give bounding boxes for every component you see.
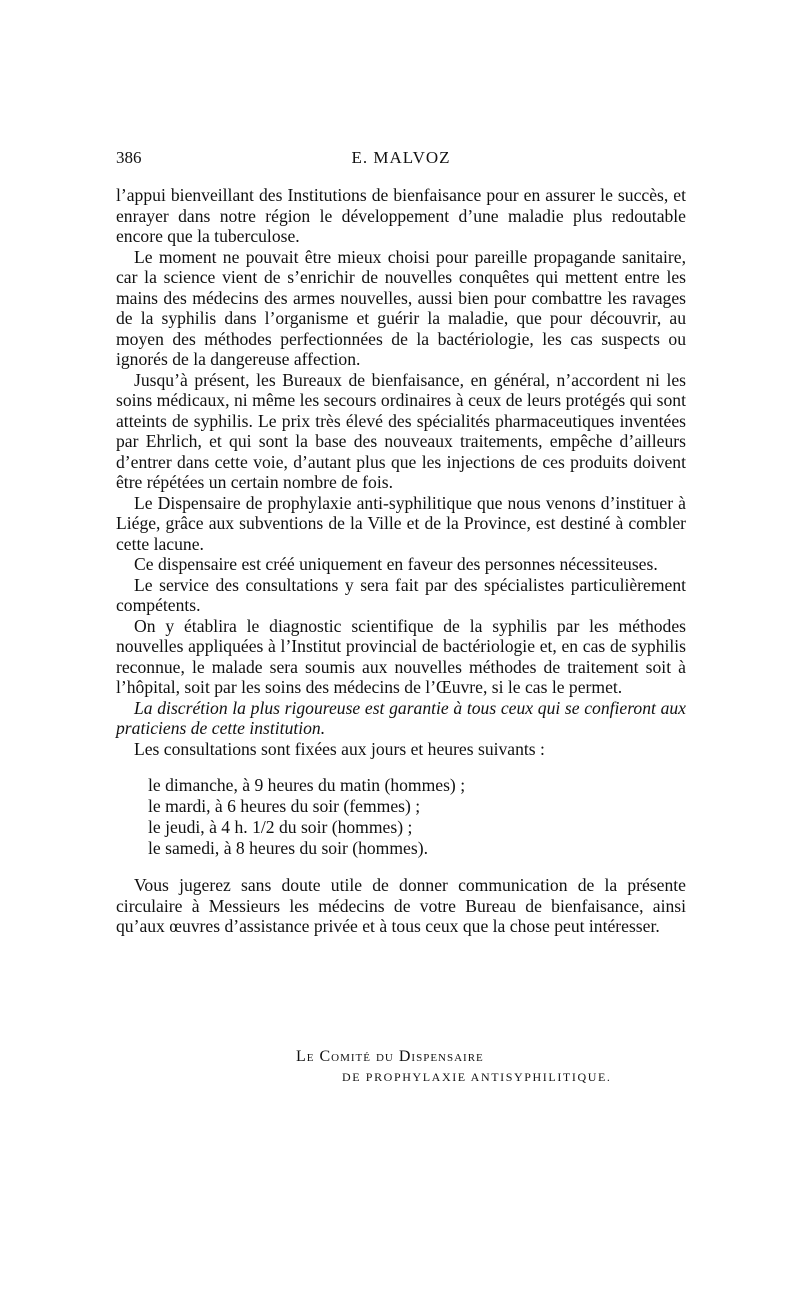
schedule-intro: Les consultations sont fixées aux jours et heures suivants :	[134, 738, 545, 759]
paragraph: Jusqu’à présent, les Bureaux de bienfaisance, en général, n’accordent ni les soins médicaux, ni même les secours ordinaires à ceux de leurs protégés qui sont atteints de syphilis. Le prix très élevé des spécialités pharmaceutiques inventées par Ehrlich, et qui sont la base des nouveaux traitements, empêche d’ailleurs d’entrer dans cette voie, d’autant plus que les injections de ces produits doivent être répétées un certain nombre de fois.	[116, 369, 686, 492]
body-text	[116, 185, 686, 937]
schedule-list	[148, 775, 686, 859]
paragraph: Le Dispensaire de prophylaxie anti-syphilitique que nous venons d’instituer à Liége, grâce aux subventions de la Ville et de la Province, est destiné à combler cette lacune.	[116, 492, 686, 554]
schedule-item: le mardi, à 6 heures du soir (femmes) ;	[148, 796, 421, 816]
paragraph: Le service des consultations y sera fait par des spécialistes particulièrement compétents.	[116, 574, 686, 615]
schedule-item: le jeudi, à 4 h. 1/2 du soir (hommes) ;	[148, 817, 413, 837]
page-number: 386	[116, 148, 142, 167]
signature-line-2: DE PROPHYLAXIE ANTISYPHILITIQUE.	[342, 1070, 612, 1084]
paragraph: l’appui bienveillant des Institutions de bienfaisance pour en assurer le succès, et enrayer dans notre région le développement d’une maladie plus redoutable encore que la tuberculose.	[116, 185, 686, 246]
italic-paragraph: La discrétion la plus rigoureuse est garantie à tous ceux qui se confieront aux praticiens de cette institution.	[116, 697, 686, 738]
closing-paragraph: Vous jugerez sans doute utile de donner communication de la présente circulaire à Messieurs les médecins de votre Bureau de bienfaisance, ainsi qu’aux œuvres d’assistance privée et à tous ceux que la chose peut intéresser.	[116, 875, 686, 936]
paragraph: Ce dispensaire est créé uniquement en faveur des personnes nécessiteuses.	[134, 554, 658, 574]
page-header	[116, 148, 686, 172]
schedule-item: le dimanche, à 9 heures du matin (hommes) ;	[148, 775, 466, 795]
schedule-item: le samedi, à 8 heures du soir (hommes).	[148, 838, 428, 858]
signature-block	[116, 1048, 686, 1085]
running-head: E. MALVOZ	[351, 148, 451, 167]
paragraph: On y établira le diagnostic scientifique de la syphilis par les méthodes nouvelles appliquées à l’Institut provincial de bactériologie et, en cas de syphilis reconnue, le malade sera soumis aux nouvelles méthodes de traitement soit à l’hôpital, soit par les soins des médecins de l’Œuvre, si le cas le permet.	[116, 615, 686, 697]
paragraph: Le moment ne pouvait être mieux choisi pour pareille propagande sanitaire, car la science vient de s’enrichir de nouvelles conquêtes qui mettent entre les mains des médecins des armes nouvelles, aussi bien pour combattre les ravages de la syphilis dans l’organisme et guérir la maladie, que pour découvrir, au moyen des méthodes perfectionnées de la bactériologie, les cas suspects ou ignorés de la dangereuse affection.	[116, 246, 686, 369]
signature-line-1: Le Comité du Dispensaire	[296, 1048, 484, 1065]
